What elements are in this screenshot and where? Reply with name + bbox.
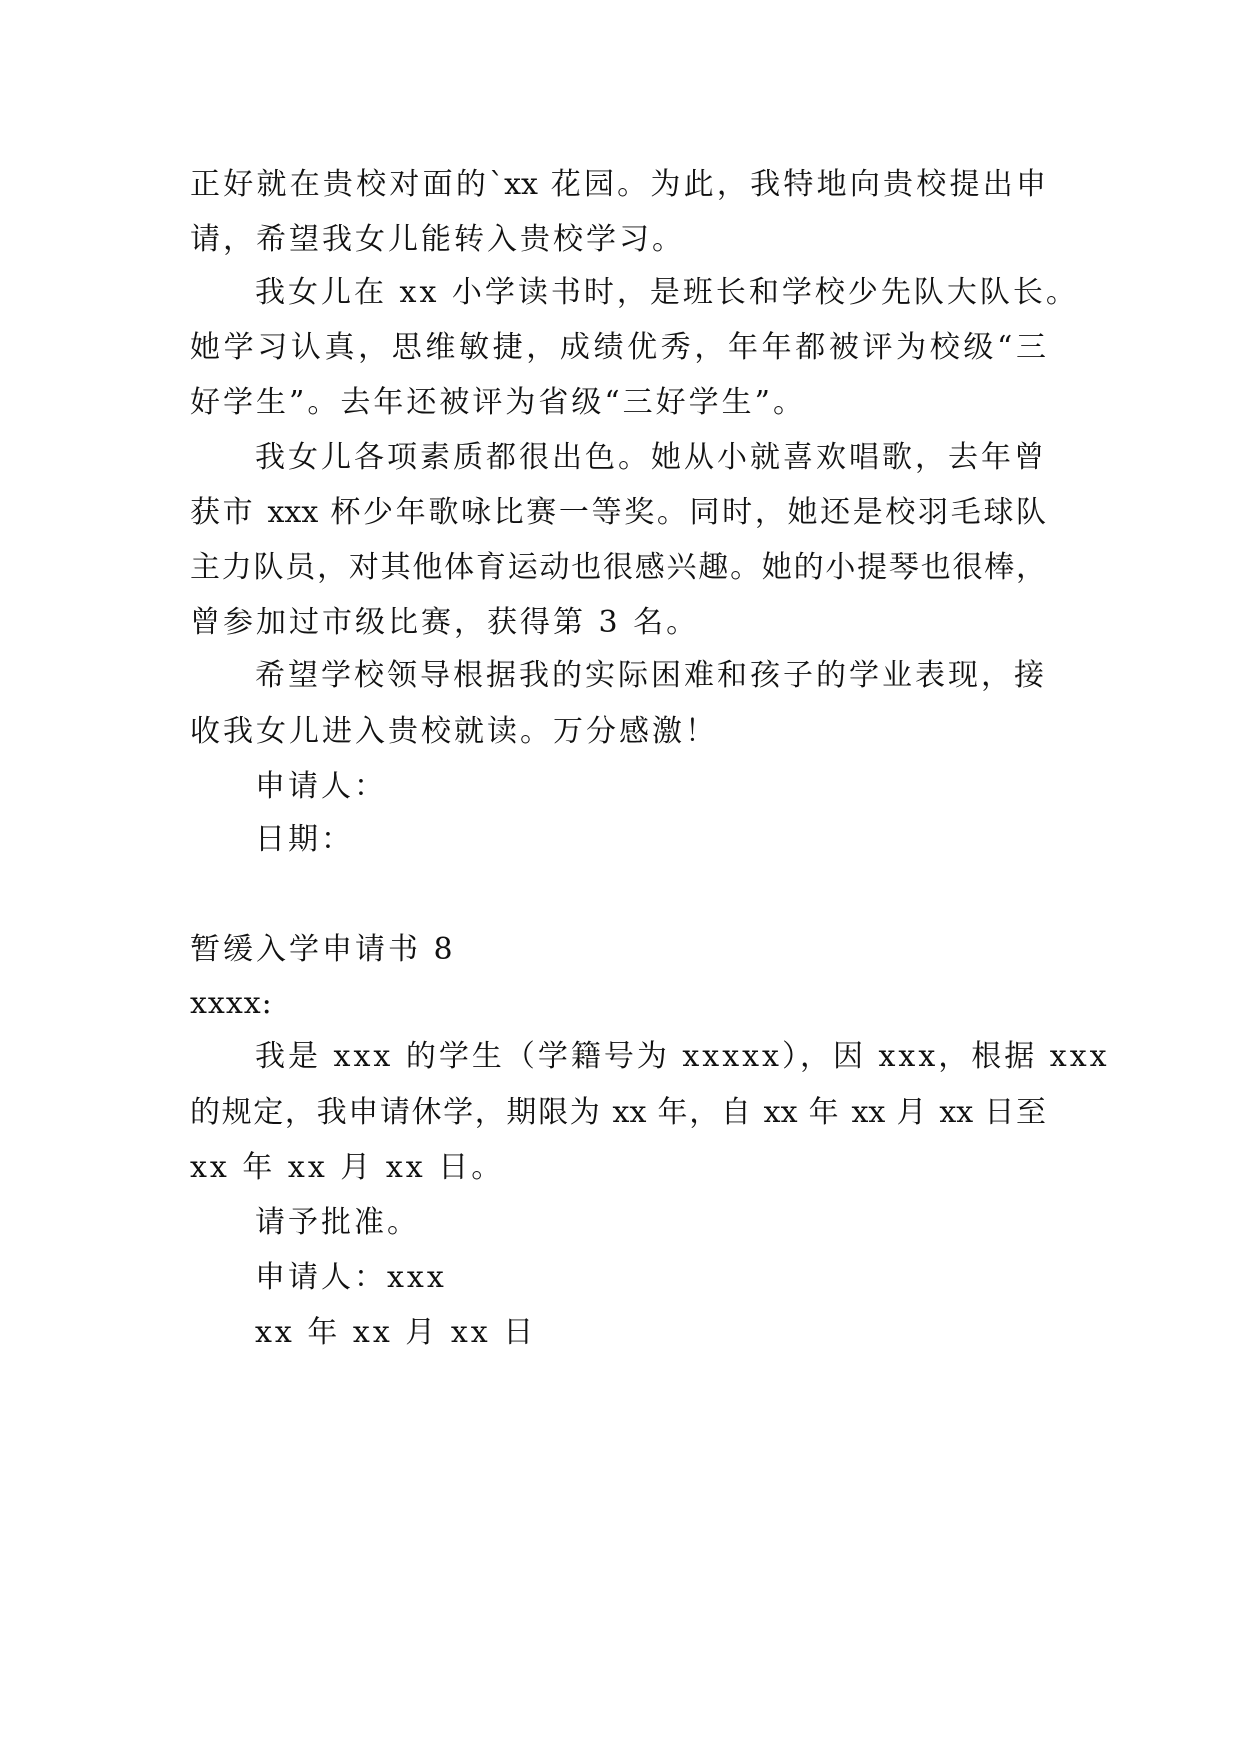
paragraph-line: 好学生”。去年还被评为省级“三好学生”。 — [190, 385, 807, 420]
paragraph-line: 请，希望我女儿能转入贵校学习。 — [190, 222, 685, 257]
paragraph-line: 她学习认真，思维敏捷，成绩优秀，年年都被评为校级“三 — [190, 330, 1046, 365]
paragraph-line: 我女儿在 xx 小学读书时，是班长和学校少先队大队长。 — [255, 275, 1079, 310]
paragraph-line: 我女儿各项素质都很出色。她从小就喜欢唱歌，去年曾 — [255, 440, 1047, 475]
request-line: 请予批准。 — [255, 1205, 420, 1240]
date-label: 日期： — [255, 822, 354, 857]
paragraph-line: 获市 xxx 杯少年歌咏比赛一等奖。同时，她还是校羽毛球队 — [190, 495, 1046, 530]
document-title: 暂缓入学申请书 8 — [190, 932, 456, 967]
paragraph-line: 收我女儿进入贵校就读。万分感激！ — [190, 714, 718, 749]
paragraph-line: 的规定，我申请休学，期限为 xx 年，自 xx 年 xx 月 xx 日至 — [190, 1095, 1046, 1130]
paragraph-line: 曾参加过市级比赛，获得第 3 名。 — [190, 605, 700, 640]
paragraph-line: 希望学校领导根据我的实际困难和孩子的学业表现，接 — [255, 658, 1047, 693]
paragraph-line: 我是 xxx 的学生（学籍号为 xxxxx），因 xxx，根据 xxx — [255, 1039, 1110, 1074]
salutation: xxxx: — [190, 986, 273, 1021]
applicant-label: 申请人：xxx — [255, 1260, 447, 1295]
paragraph-line: 正好就在贵校对面的`xx 花园。为此，我特地向贵校提出申 — [190, 167, 1046, 202]
paragraph-line: xx 年 xx 月 xx 日。 — [190, 1150, 505, 1185]
date-line: xx 年 xx 月 xx 日 — [255, 1315, 537, 1350]
applicant-label: 申请人： — [255, 769, 387, 804]
paragraph-line: 主力队员，对其他体育运动也很感兴趣。她的小提琴也很棒， — [190, 550, 1046, 585]
